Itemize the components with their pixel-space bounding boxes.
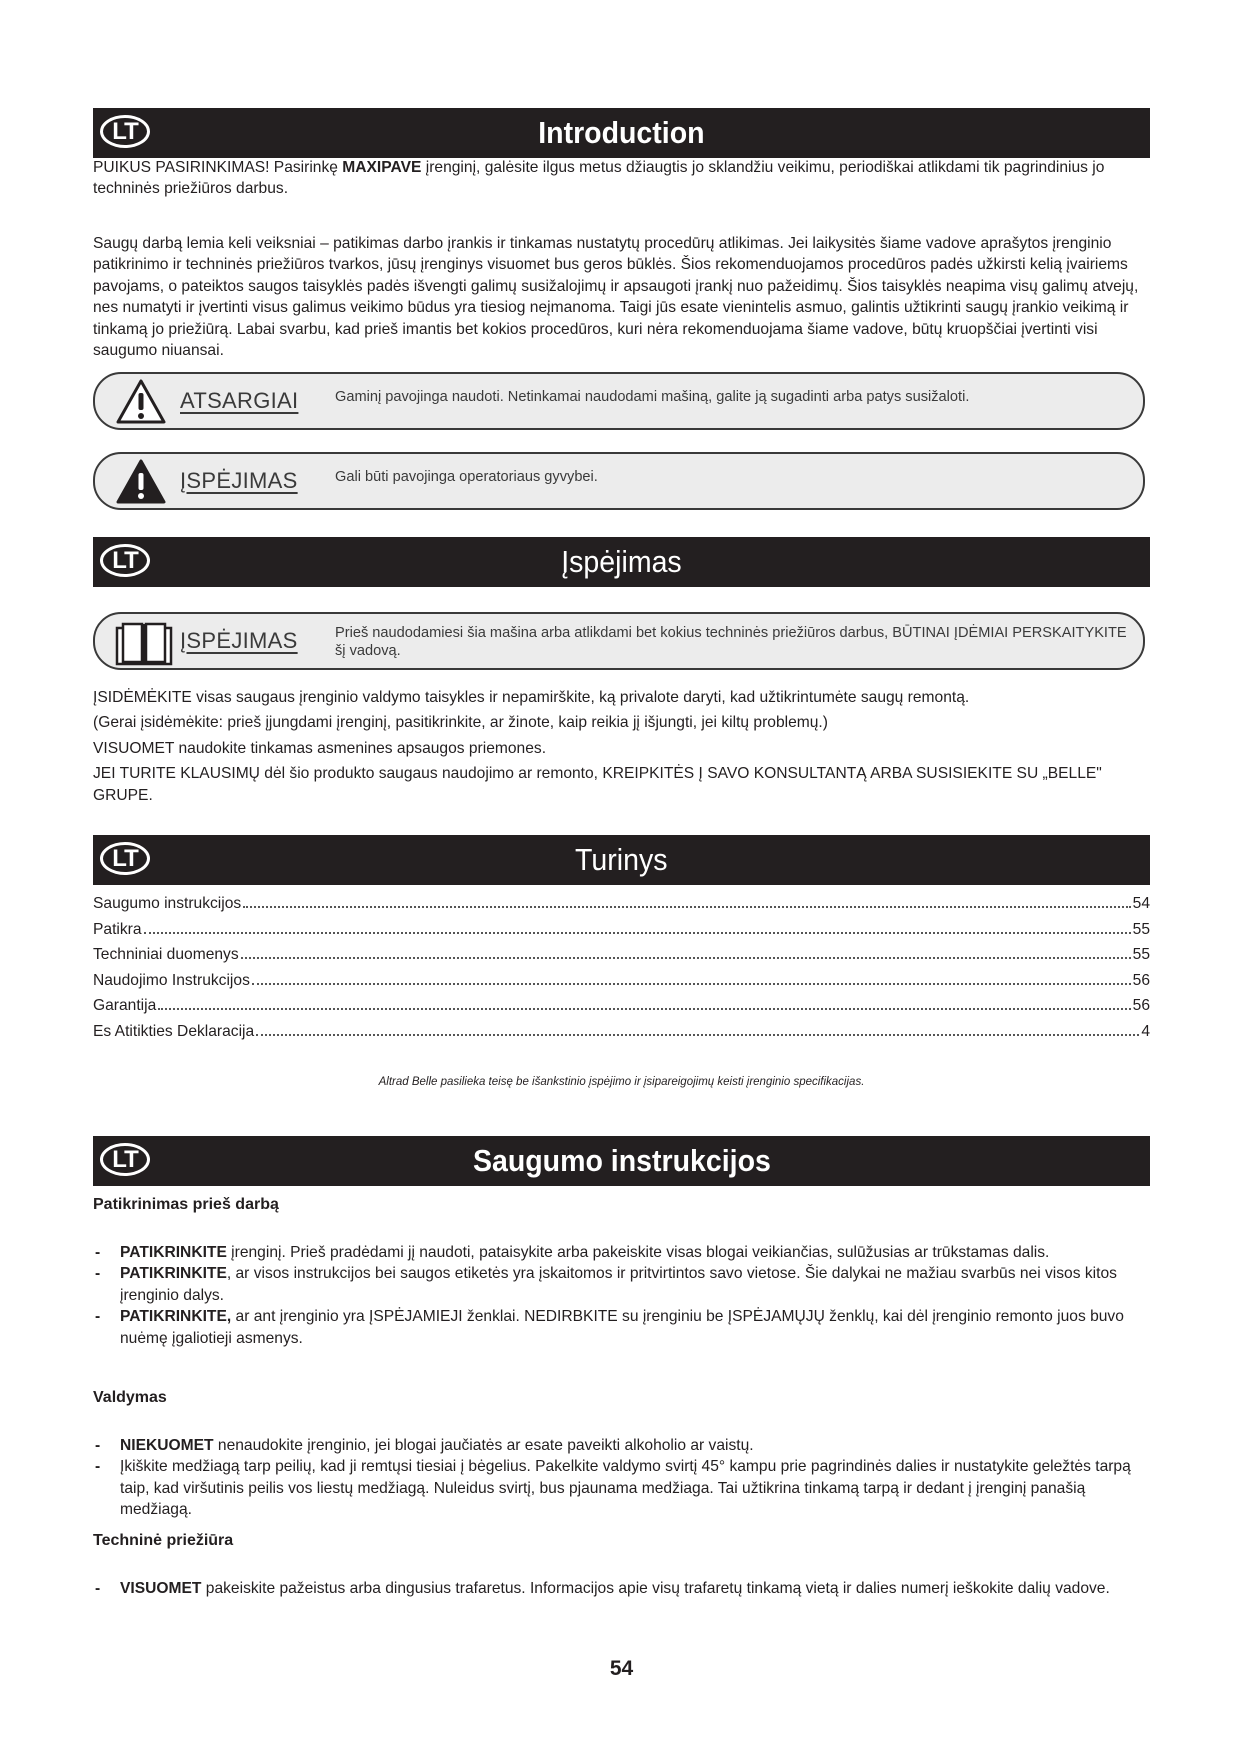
callout-message: Prieš naudodamiesi šia mašina arba atlikdami bet kokius techninės priežiūros darbus, BŪTINAI ĮDĖMIAI PERSKAITYKITE šį vadovą. bbox=[335, 625, 1127, 659]
toc-entry[interactable] bbox=[93, 921, 1150, 947]
toc-entry[interactable] bbox=[93, 895, 1150, 921]
manual-book-icon bbox=[115, 618, 173, 673]
subsection-heading: Patikrinimas prieš darbą bbox=[93, 1196, 279, 1213]
toc-entry[interactable] bbox=[93, 997, 1150, 1023]
operation-list bbox=[93, 1435, 1150, 1521]
toc-label: Garantija bbox=[93, 997, 157, 1014]
toc-page: 55 bbox=[1132, 946, 1150, 963]
toc-leader bbox=[241, 956, 1131, 959]
list-item: - PATIKRINKITE, ar visos instrukcijos bei saugos etiketės yra įskaitomos ir pritvirtintos savo vietose. Šie dalykai ne mažiau svarbūs nei visos kitos įrenginio dalys. bbox=[93, 1263, 1150, 1306]
warning-line: JEI TURITE KLAUSIMŲ dėl šio produkto saugaus naudojimo ar remonto, KREIPKITĖS Į SAVO KONSULTANTĄ ARBA SUSISIEKITE SU „BELLE" GRUPE. bbox=[93, 765, 1102, 804]
toc-label: Saugumo instrukcijos bbox=[93, 895, 242, 912]
brand-name: MAXIPAVE bbox=[342, 159, 422, 176]
toc-label: Patikra bbox=[93, 920, 142, 938]
section-title: Introduction bbox=[538, 115, 705, 150]
page-number: 54 bbox=[609, 1657, 634, 1680]
section-title: Saugumo instrukcijos bbox=[472, 1143, 771, 1178]
warning-line: VISUOMET naudokite tinkamas asmenines apsaugos priemones. bbox=[93, 739, 547, 757]
language-badge-icon: LT bbox=[100, 1143, 150, 1176]
toc-page: 4 bbox=[1141, 1022, 1150, 1040]
read-manual-callout bbox=[93, 612, 1145, 670]
toc-entry[interactable] bbox=[93, 1023, 1150, 1049]
specification-disclaimer: Altrad Belle pasilieka teisę be išankstinio įspėjimo ir įsipareigojimų keisti įrenginio specifikacijas. bbox=[378, 1076, 865, 1088]
language-badge-icon: LT bbox=[100, 544, 150, 577]
caution-triangle-outline-icon bbox=[115, 378, 167, 431]
list-item: - Įkiškite medžiagą tarp peilių, kad ji remtųsi tiesiai į bėgelius. Pakelkite valdymo svirtį 45° kampu prie pagrindinės dalies ir nustatykite geležtės tarpą taip, kad viršutinis peilis vos liestų medžiagą. Nuleidus svirtį, bus pjaunama medžiaga. Tai užtikrina tinkamą tarpą ir dedant į įrenginį panašią medžiagą. bbox=[93, 1456, 1150, 1520]
toc-entry[interactable] bbox=[93, 946, 1150, 972]
toc-leader bbox=[144, 931, 1131, 934]
toc-label: Es Atitikties Deklaracija bbox=[93, 1022, 255, 1040]
toc-leader bbox=[252, 982, 1131, 985]
toc-page: 54 bbox=[1132, 895, 1150, 912]
maintenance-list bbox=[93, 1578, 1150, 1599]
section-title: Įspėjimas bbox=[561, 544, 682, 579]
intro-paragraph-1: PUIKUS PASIRINKIMAS! Pasirinkę MAXIPAVE įrenginį, galėsite ilgus metus džiaugtis jo sklandžiu veikimu, periodiškai atlikdami tik pagrindinius jo techninės priežiūros darbus. bbox=[93, 159, 1105, 198]
subsection-heading: Techninė priežiūra bbox=[93, 1532, 234, 1549]
toc-page: 55 bbox=[1132, 920, 1150, 938]
toc-leader bbox=[158, 1007, 1130, 1010]
toc-label: Techniniai duomenys bbox=[93, 946, 239, 963]
contents-banner bbox=[93, 835, 1150, 885]
list-item: - VISUOMET pakeiskite pažeistus arba dingusius trafaretus. Informacijos apie visų trafaretų tinkamą vietą ir dalies numerį ieškokite dalių vadove. bbox=[93, 1578, 1150, 1599]
warning-line: (Gerai įsidėmėkite: prieš įjungdami įrenginį, pasitikrinkite, ar žinote, kaip reikia jį išjungti, jei kiltų problemų.) bbox=[93, 714, 828, 732]
warning-banner bbox=[93, 537, 1150, 587]
warning-callout bbox=[93, 452, 1145, 510]
list-item: - PATIKRINKITE įrenginį. Prieš pradėdami jį naudoti, pataisykite arba pakeiskite visas blogai veikiančias, sulūžusias ar trūkstamas dalis. bbox=[93, 1242, 1150, 1263]
section-title: Turinys bbox=[575, 842, 668, 877]
list-item: - NIEKUOMET nenaudokite įrenginio, jei blogai jaučiatės ar esate paveikti alkoholio ar vaistų. bbox=[93, 1435, 1150, 1456]
language-badge-icon: LT bbox=[100, 842, 150, 875]
toc-leader bbox=[243, 905, 1130, 908]
caution-callout bbox=[93, 372, 1145, 430]
subsection-heading: Valdymas bbox=[93, 1389, 167, 1406]
callout-label: ATSARGIAI bbox=[180, 388, 299, 413]
language-badge-icon: LT bbox=[100, 115, 150, 148]
intro-paragraph-2: Saugų darbą lemia keli veiksniai – patikimas darbo įrankis ir tinkamas nustatytų procedūrų atlikimas. Jei laikysitės šiame vadove aprašytos įrenginio patikrinimo ir techninės priežiūros tvarkos, jūsų įrenginys visuomet bus geros būklės. Šios rekomenduojamos procedūros padės užkirsti kelią įvairiems pavojams, o pateiktos saugos taisyklės padės išvengti galimų susižalojimų ir apsaugoti įrankį nuo pažeidimų. Šios taisyklės neapima visų galimų atvejų, nes numatyti ir įvertinti visus galimus veikimo būdus yra tiesiog neįmanoma. Taigi jūs esate vienintelis asmuo, galintis užtikrinti saugų įrankio veikimą ir tinkamą jo priežiūrą. Labai svarbu, kad prieš imantis bet kokios procedūros, kuri nėra rekomenduojama šiame vadove, būtų kruopščiai įvertinti visi saugumo niuansai. bbox=[93, 235, 1139, 360]
list-item: - PATIKRINKITE, ar ant įrenginio yra ĮSPĖJAMIEJI ženklai. NEDIRBKITE su įrenginiu be ĮSPĖJAMŲJŲ ženklų, kai dėl įrenginio remonto juos buvo nuėmę įgaliotieji asmenys. bbox=[93, 1306, 1150, 1349]
toc-page: 56 bbox=[1132, 971, 1150, 989]
warning-triangle-filled-icon bbox=[115, 458, 167, 511]
toc-page: 56 bbox=[1132, 997, 1150, 1014]
callout-label: ĮSPĖJIMAS bbox=[180, 468, 298, 493]
callout-label: ĮSPĖJIMAS bbox=[180, 628, 298, 653]
toc-leader bbox=[256, 1033, 1139, 1036]
warning-line: ĮSIDĖMĖKITE visas saugaus įrenginio valdymo taisykles ir nepamirškite, ką privalote daryti, kad užtikrintumėte saugų remontą. bbox=[93, 689, 970, 706]
safety-banner bbox=[93, 1136, 1150, 1186]
introduction-banner bbox=[93, 108, 1150, 158]
toc-label: Naudojimo Instrukcijos bbox=[93, 971, 250, 989]
callout-message: Gali būti pavojinga operatoriaus gyvybei. bbox=[335, 469, 598, 485]
warning-lines bbox=[93, 687, 1150, 806]
toc-entry[interactable] bbox=[93, 972, 1150, 998]
table-of-contents bbox=[93, 895, 1150, 1048]
callout-message: Gaminį pavojinga naudoti. Netinkamai naudodami mašiną, galite ją sugadinti arba patys susižaloti. bbox=[335, 389, 970, 405]
pre-work-checks-list bbox=[93, 1242, 1150, 1349]
